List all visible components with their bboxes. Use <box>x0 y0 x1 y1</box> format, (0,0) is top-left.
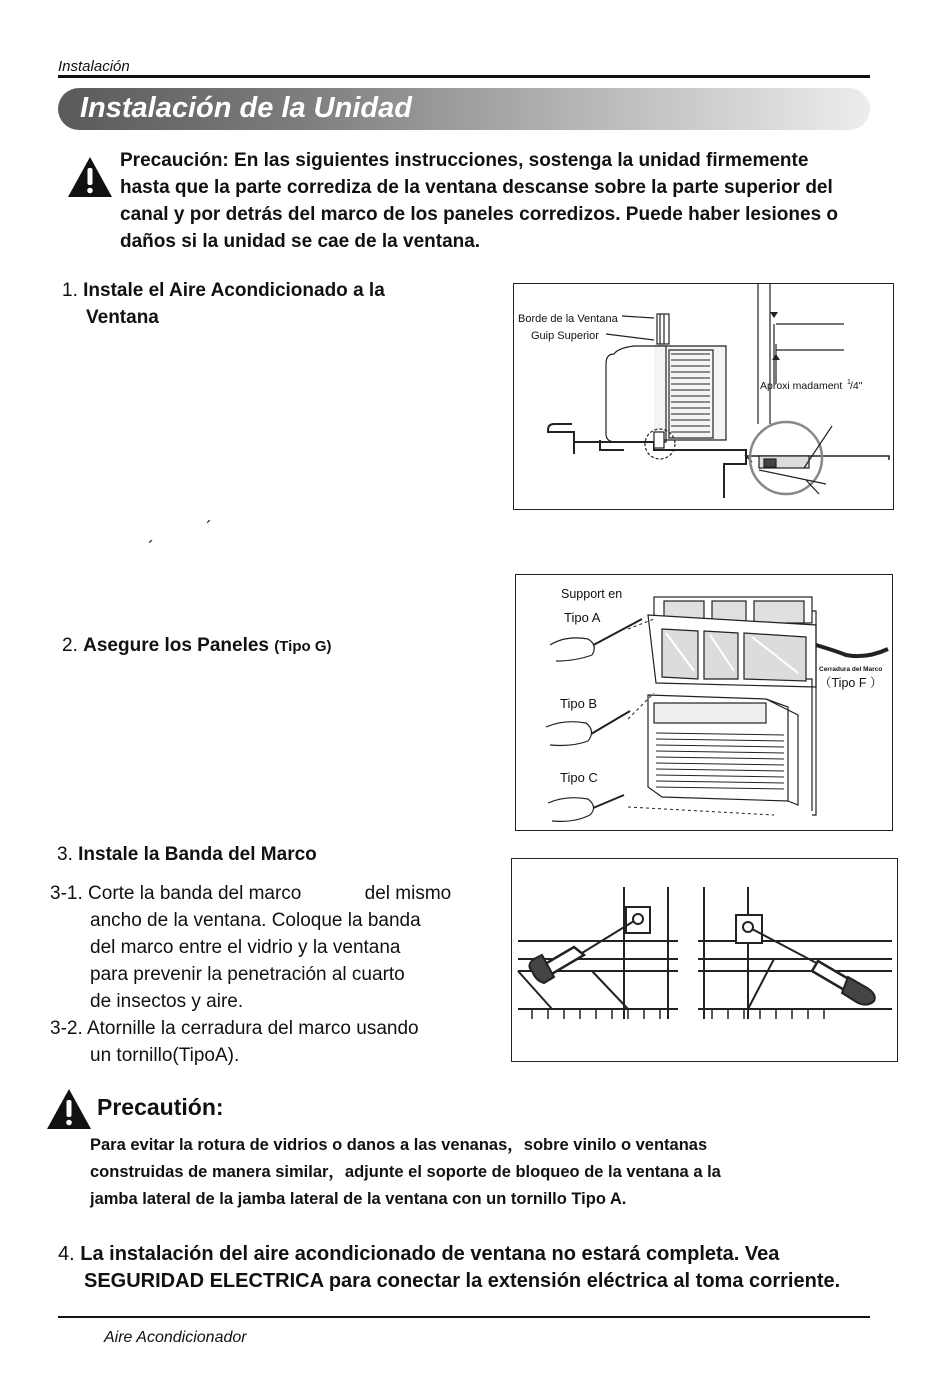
bottom-divider <box>58 1316 870 1318</box>
step-3-2-line1: Atornille la cerradura del marco usando <box>86 1018 419 1039</box>
step-1-title-line1: Instale el Aire Acondicionado a la <box>83 280 385 301</box>
installation-side-view-illustration <box>514 284 893 509</box>
label-frame-lock: Cerradura del Marco <box>819 666 883 673</box>
step-2-heading <box>62 632 332 660</box>
label-tipo-f: （Tipo F ） <box>819 676 883 690</box>
label-tipo-a: Tipo A <box>564 610 601 625</box>
step-1-title-line2: Ventana <box>86 307 159 328</box>
step-3-1-line1: Corte la banda del marco <box>88 883 302 904</box>
step-4-line1: La instalación del aire acondicionado de ventana no estará completa. Vea <box>80 1243 780 1265</box>
footer-label: Aire Acondicionador <box>104 1329 247 1346</box>
step-3-2-number: 3-2. <box>50 1018 83 1039</box>
step-3-1-line3: del marco entre el vidrio y la ventana <box>90 937 401 958</box>
figure-secure-panels <box>515 574 893 831</box>
panel-securing-illustration <box>516 575 892 830</box>
section-label: Instalación <box>58 58 130 75</box>
frame-screw-illustration <box>512 859 897 1061</box>
step-3-title: Instale la Banda del Marco <box>78 844 317 865</box>
step-3-1-line5: de insectos y aire. <box>90 991 244 1012</box>
step-3-1-number: 3-1. <box>50 883 83 904</box>
step-3-number: 3. <box>57 844 73 865</box>
caution-line-3: jamba lateral de la jamba lateral de la ventana con un tornillo Tipo A. <box>90 1190 627 1208</box>
step-1-heading <box>62 277 385 331</box>
label-approximately: Aproxi madament <box>760 380 843 392</box>
step-4-number: 4. <box>58 1243 75 1265</box>
step-3-1-line2: ancho de la ventana. Coloque la banda <box>90 910 421 931</box>
step-2-type-note: (Tipo G) <box>274 638 332 655</box>
top-divider <box>58 75 870 78</box>
step-3-heading <box>57 841 317 868</box>
warning-icon <box>67 156 113 198</box>
label-tipo-b: Tipo B <box>560 696 598 711</box>
caution-paragraph: Precaución: En las siguientes instrucciones, sostenga la unidad firmemente hasta que la parte corrediza de la ventana descanse sobre la parte superior del canal y por detrás del marco de los paneles corredizos. Puede haber lesiones o daños si la unidad se cae de la ventana. <box>120 150 839 252</box>
step-3-2-text <box>50 1015 520 1069</box>
stray-mark: ´ <box>206 518 212 538</box>
caution-bottom-paragraph <box>90 1132 850 1213</box>
label-support: Support en <box>561 587 623 601</box>
figure-window-installation <box>513 283 894 510</box>
caution-line-1: Para evitar la rotura de vidrios o danos a las venanas，sobre vinilo o ventanas <box>90 1136 708 1154</box>
step-4-line2: SEGURIDAD ELECTRICA para conectar la extensión eléctrica al toma corriente. <box>84 1270 841 1292</box>
step-3-1-line4: para prevenir la penetración al cuarto <box>90 964 405 985</box>
label-fraction-numerator: 1 <box>847 379 851 386</box>
step-2-number: 2. <box>62 635 78 656</box>
figure-frame-lock-screw <box>511 858 898 1062</box>
step-1-number: 1. <box>62 280 78 301</box>
caution-title: Precautión: <box>97 1094 224 1120</box>
warning-icon <box>46 1088 92 1130</box>
step-3-1-line1b: del mismo <box>364 883 452 904</box>
label-tipo-c: Tipo C <box>560 770 598 785</box>
stray-mark: ´ <box>148 538 154 558</box>
step-4-text <box>58 1241 938 1295</box>
step-2-title: Asegure los Paneles <box>83 635 270 656</box>
label-fraction-denominator: /4" <box>850 380 863 392</box>
label-window-edge: Borde de la Ventana <box>518 313 618 325</box>
caution-line-2: construidas de manera similar，adjunte el soporte de bloqueo de la ventana a la <box>90 1163 721 1181</box>
page-title: Instalación de la Unidad <box>80 92 412 124</box>
label-top-guide: Guip Superior <box>531 330 599 342</box>
step-3-2-line2: un tornillo(TipoA). <box>90 1045 240 1066</box>
step-3-1-text <box>50 880 520 1015</box>
